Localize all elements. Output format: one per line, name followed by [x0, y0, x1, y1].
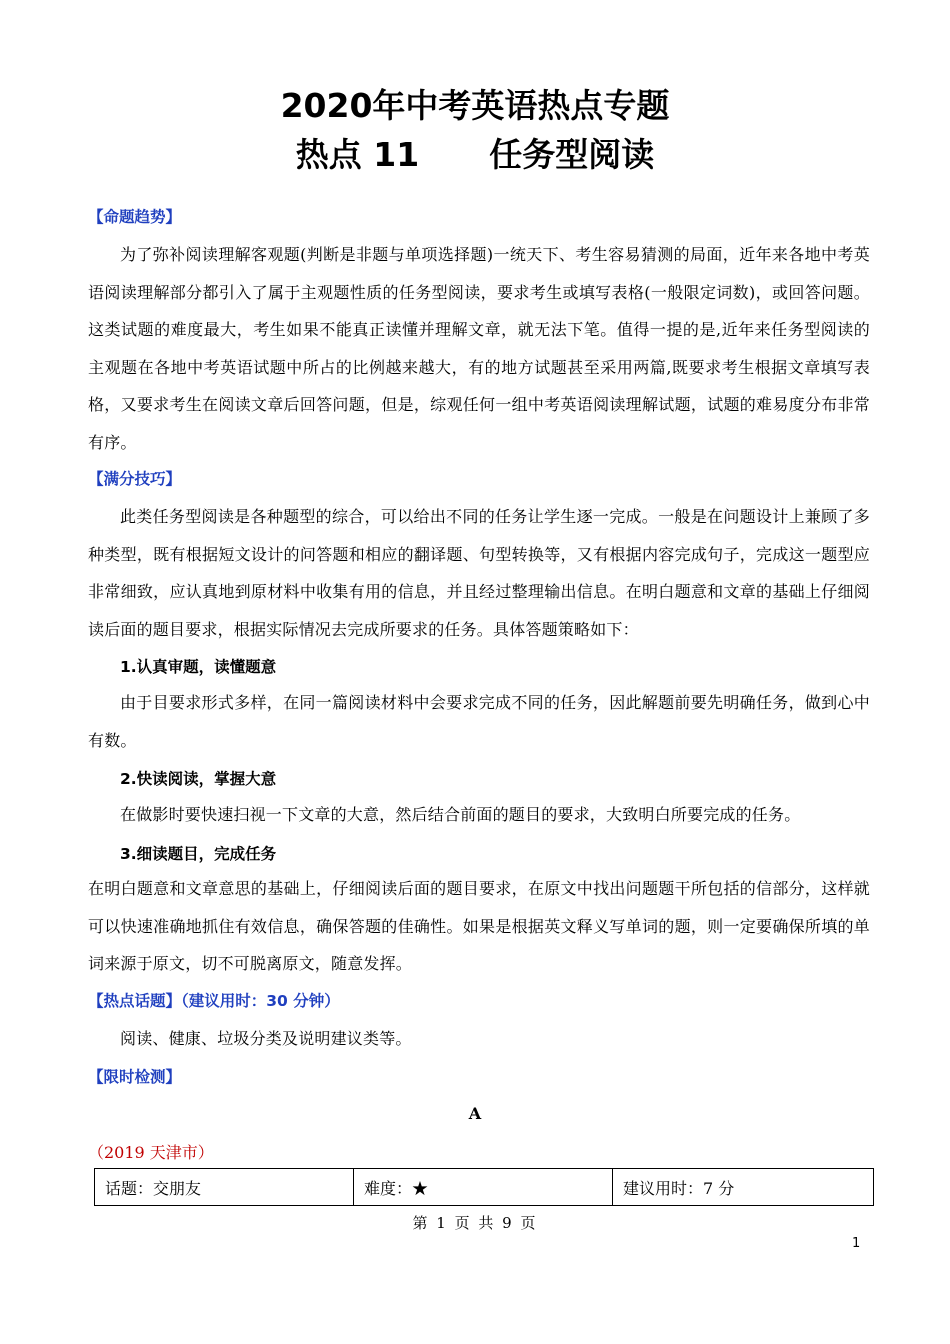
heading-test: 【限时检测】 — [88, 1068, 182, 1086]
topic-cell: 话题：交朋友 — [95, 1169, 354, 1206]
heading-trend: 【命题趋势】 — [88, 208, 182, 226]
paragraph-skills: 此类任务型阅读是各种题型的综合，可以给出不同的任务让学生逐一完成。一般是在问题设计上兼顾了多种类型，既有根据短文设计的问答题和相应的翻译题、句型转换等，又有根据内容完成句子，完成这一题型应非常细致，应认真地到原材料中收集有用的信息，并且经过整理输出信息。在明白题意和文章的基础上仔细阅读后面的题目要求，根据实际情况去完成所要求的任务。具体答题策略如下： — [88, 507, 870, 639]
heading-skills: 【满分技巧】 — [88, 470, 182, 488]
source-label: （2019 天津市） — [88, 1143, 214, 1162]
time-cell: 建议用时：7 分 — [613, 1169, 874, 1206]
paragraph-topics: 阅读、健康、垃圾分类及说明建议类等。 — [120, 1029, 412, 1048]
step2-text: 在做影时要快速扫视一下文章的大意，然后结合前面的题目的要求，大致明白所要完成的任务。 — [120, 805, 801, 824]
step3-text: 在明白题意和文章意思的基础上，仔细阅读后面的题目要求，在原文中找出问题题干所包括的信部分，这样就可以快速准确地抓住有效信息，确保答题的佳确性。如果是根据英文释义写单词的题，则一定要确保所填的单词来源于原文，切不可脱离原文，随意发挥。 — [88, 879, 870, 973]
page-footer: 第 1 页 共 9 页 — [412, 1214, 538, 1232]
step2-title: 2.快读阅读，掌握大意 — [120, 770, 277, 788]
document-subtitle — [0, 132, 950, 178]
subtitle-number: 热点 11 — [295, 135, 420, 174]
step1-title: 1.认真审题，读懂题意 — [120, 658, 277, 676]
step3-title: 3.细读题目，完成任务 — [120, 845, 277, 863]
subtitle-topic: 任务型阅读 — [489, 135, 655, 174]
paragraph-trend: 为了弥补阅读理解客观题(判断是非题与单项选择题)一统天下、考生容易猜测的局面，近年来各地中考英语阅读理解部分都引入了属于主观题性质的任务型阅读，要求考生或填写表格(一般限定词数)，或回答问题。这类试题的难度最大，考生如果不能真正读懂并理解文章，就无法下笔。值得一提的是,近年来任务型阅读的主观题在各地中考英语试题中所占的比例越来越大，有的地方试题甚至采用两篇,既要求考生根据文章填写表格，又要求考生在阅读文章后回答问题，但是，综观任何一组中考英语阅读理解试题，试题的难易度分布非常有序。 — [88, 245, 870, 452]
heading-topics: 【热点话题】（建议用时：30 分钟） — [88, 992, 340, 1010]
passage-label: A — [468, 1104, 482, 1123]
step1-text: 由于目要求形式多样，在同一篇阅读材料中会要求完成不同的任务，因此解题前要先明确任务，做到心中有数。 — [88, 693, 870, 750]
difficulty-cell: 难度：★ — [354, 1169, 613, 1206]
page-number: 1 — [852, 1236, 861, 1251]
document-title: 2020年中考英语热点专题 — [280, 86, 670, 125]
table-row — [95, 1169, 874, 1206]
info-table — [94, 1168, 874, 1206]
